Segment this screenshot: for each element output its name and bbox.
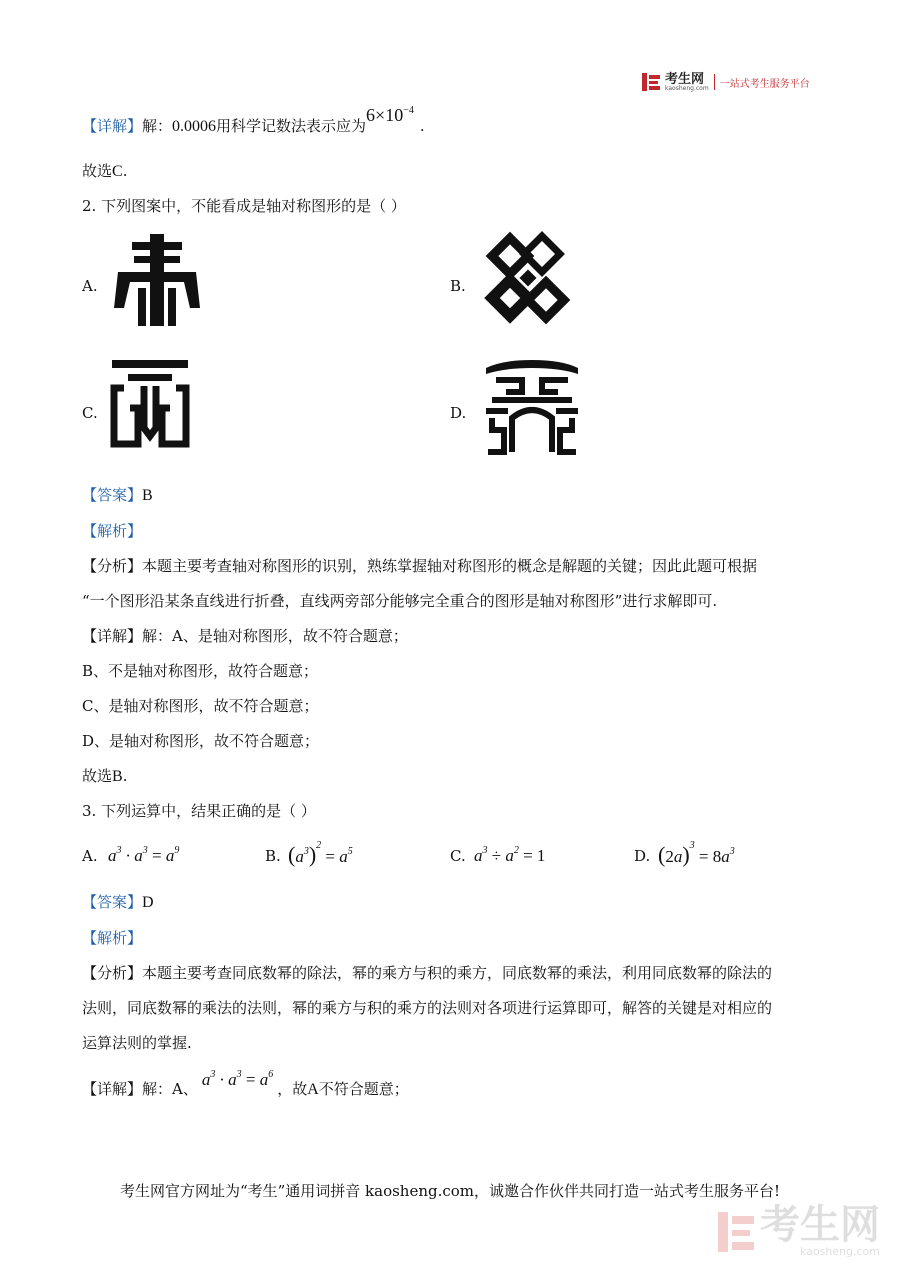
watermark-en: kaosheng.com [799, 1245, 880, 1258]
q1-choose-line [82, 160, 127, 183]
q1-detail-mid: 用科学记数法表示应为 [216, 117, 367, 135]
q2-option-a-label: A. [82, 277, 98, 295]
q3-detail-expr: $a^3 \cdot a^3 = a^6$ [201, 1069, 274, 1089]
q3-analysis-line-3: 运算法则的掌握. [82, 1034, 192, 1052]
q2-option-d-label: D. [450, 404, 467, 422]
q2-detail-line-4: D、是轴对称图形，故不符合题意； [82, 732, 320, 750]
q2-choose-letter: B [112, 768, 123, 785]
q3-answer: D [142, 894, 154, 911]
q2-choose: 故选 [82, 767, 113, 785]
q2-detail-line-1 [82, 625, 408, 647]
q3-analysis-tag: 【解析】 [82, 929, 143, 947]
header-logo [641, 72, 810, 92]
q3-detail-letter: A [307, 1081, 319, 1098]
q2-analysis-head: 【分析】 [82, 557, 143, 575]
q1-detail-pre: 解： [142, 117, 173, 135]
q3-analysis-text-1: 本题主要考查同底数幂的除法，幂的乘方与积的乘方，同底数幂的乘法，利用同底数幂的除法的 [142, 964, 773, 982]
q3-option-b-label: B. [265, 847, 281, 865]
q2-detail-head: 【详解】 [82, 627, 143, 645]
q2-detail-text-1: 解：A、是轴对称图形，故不符合题意； [142, 627, 408, 645]
q3-answer-line [82, 891, 154, 914]
q3-detail-end: 不符合题意； [318, 1080, 409, 1098]
watermark-cn: 考生网 [760, 1202, 880, 1248]
q3-detail-line [82, 1069, 409, 1101]
q2-detail-line-2: B、不是轴对称图形，故符合题意； [82, 662, 319, 680]
q2-analysis-tag: 【解析】 [82, 522, 143, 540]
q2-answer: B [142, 487, 153, 504]
watermark-logo-icon [716, 1210, 756, 1254]
logo-divider [714, 74, 715, 90]
q2-answer-line [82, 484, 153, 507]
q2-detail-line-3: C、是轴对称图形，故不符合题意； [82, 697, 319, 715]
q3-option-c-label: C. [450, 847, 466, 865]
q2-figure-d [482, 356, 582, 460]
q3-option-c-expr: $a^3 \div a^2 = 1$ [474, 845, 546, 865]
q2-analysis-line-2: “一个图形沿某条直线进行折叠，直线两旁部分能够完全重合的图形是轴对称图形”进行求解即可. [82, 592, 718, 610]
kaosheng-logo-icon [641, 72, 661, 92]
q1-sci-exp: −4 [403, 105, 414, 116]
q1-detail-line [82, 105, 425, 138]
q2-analysis-text-1: 本题主要考查轴对称图形的识别，熟练掌握轴对称图形的概念是解题的关键；因此此题可根据 [142, 557, 758, 575]
q1-sci-base: 6×10 [366, 105, 404, 125]
q3-option-a-expr: $a^3 \cdot a^3 = a^9$ [108, 845, 180, 865]
q1-choose-letter: C [112, 163, 123, 180]
q2-figure-b [480, 230, 576, 330]
q2-option-b-label: B. [450, 277, 466, 295]
q1-choose-end: . [122, 162, 128, 180]
q3-analysis-line-2: 法则，同底数幂的乘法的法则，幂的乘方与积的乘方的法则对各项进行运算即可，解答的关键是对相应的 [82, 999, 773, 1017]
q3-analysis-line-1 [82, 962, 772, 984]
logo-name: 考生网 [665, 71, 705, 87]
watermark [716, 1202, 880, 1258]
q1-sci-notation [366, 105, 414, 125]
logo-domain: kaosheng.com [665, 84, 709, 92]
q2-choose-end: . [122, 767, 128, 785]
q2-figure-c [110, 358, 190, 452]
q3-detail-pre: 解：A、 [142, 1080, 198, 1098]
q3-stem: 3. 下列运算中，结果正确的是（ ） [82, 802, 316, 820]
logo-slogan: 一站式考生服务平台 [719, 78, 810, 90]
q3-option-d-label: D. [634, 847, 651, 865]
q3-option-a-label: A. [82, 847, 98, 865]
q1-choose: 故选 [82, 162, 113, 180]
footer-text: 考生网官方网址为“考生”通用词拼音 kaosheng.com，诚邀合作伙伴共同打造一站式考生服务平台! [119, 1182, 781, 1200]
q2-figure-a [112, 232, 202, 332]
q2-stem: 2. 下列图案中，不能看成是轴对称图形的是（ ） [82, 197, 406, 215]
q3-detail-head: 【详解】 [82, 1080, 143, 1098]
q1-period: . [419, 117, 425, 135]
q3-option-d-expr: $(2a)^3 = 8a^3$ [658, 840, 735, 867]
q2-choose-line [82, 765, 127, 788]
q2-answer-tag: 【答案】 [82, 486, 143, 504]
q3-answer-tag: 【答案】 [82, 893, 143, 911]
q3-analysis-head: 【分析】 [82, 964, 143, 982]
q3-detail-post: ，故 [277, 1080, 308, 1098]
q1-number: 0.0006 [172, 118, 217, 135]
q2-option-c-label: C. [82, 404, 98, 422]
q3-option-b-expr: $(a^3)^2 = a^5$ [288, 840, 353, 867]
q2-analysis-line-1 [82, 555, 757, 577]
q1-detail-tag: 【详解】 [82, 117, 143, 135]
